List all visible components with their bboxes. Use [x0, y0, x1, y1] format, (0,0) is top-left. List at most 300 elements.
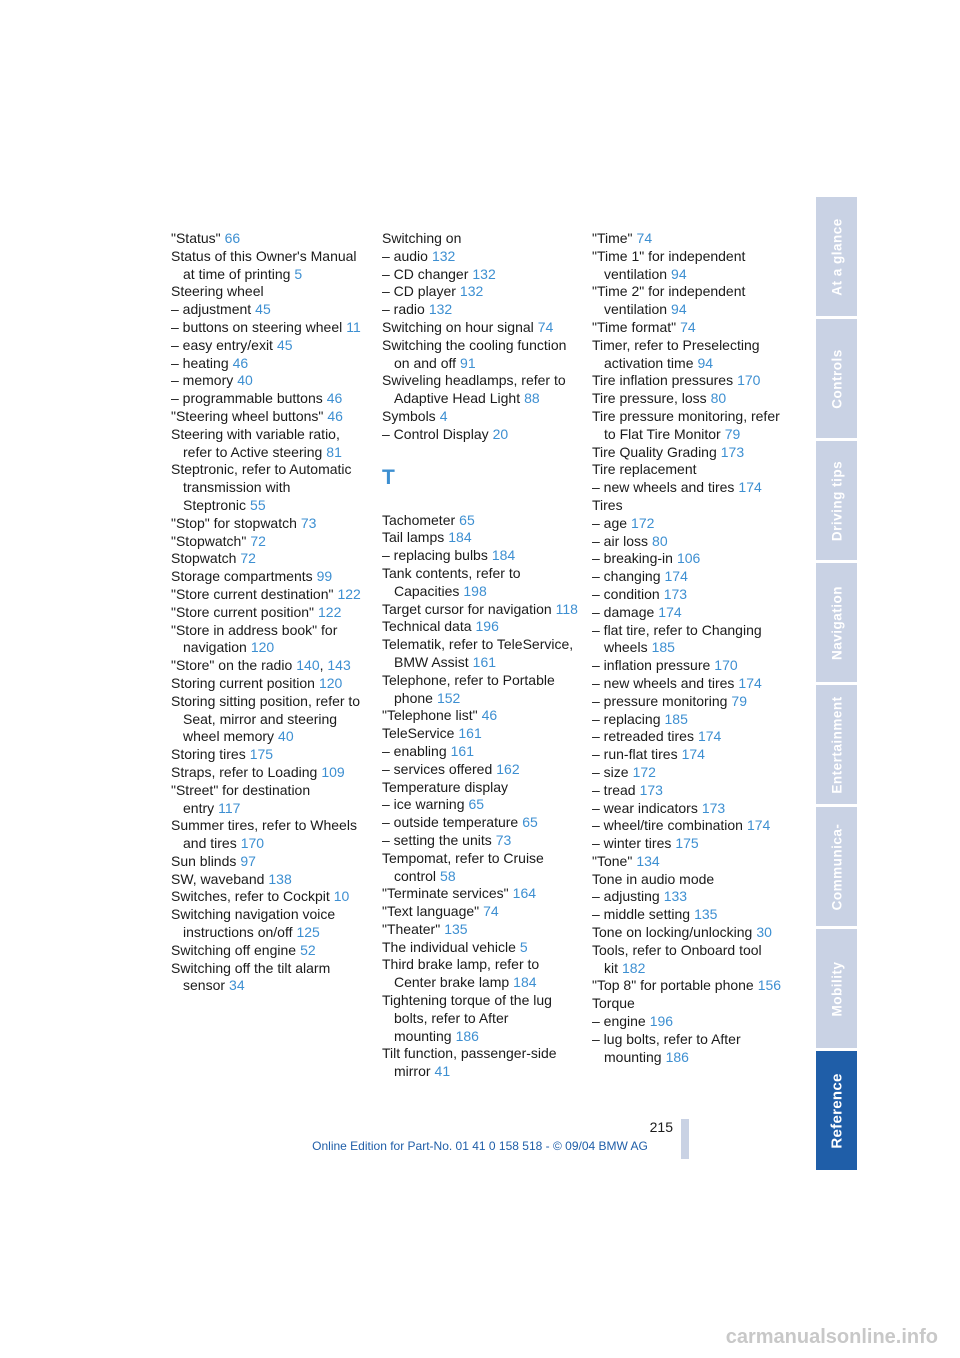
index-entry — [171, 301, 367, 319]
page-link[interactable]: 20 — [492, 425, 509, 442]
index-entry — [592, 800, 788, 818]
page-link[interactable]: 184 — [448, 529, 472, 546]
page-link[interactable]: 184 — [491, 547, 516, 564]
index-entry — [592, 337, 788, 373]
index-entry-text: – CD player — [382, 283, 456, 300]
page-link[interactable]: 80 — [652, 532, 668, 549]
index-entry — [382, 743, 578, 761]
index-entry-text: – lug bolts, refer to After mounting — [592, 1030, 741, 1065]
index-entry-text: "Time" — [592, 230, 633, 246]
page-link[interactable]: 118 — [555, 600, 578, 617]
page-link[interactable]: 132 — [472, 265, 496, 282]
index-entry — [171, 853, 367, 871]
index-entry — [592, 995, 788, 1013]
page-link[interactable]: 122 — [337, 585, 361, 602]
index-entry-text: Sun blinds — [171, 852, 237, 869]
page-link[interactable]: 45 — [276, 336, 293, 353]
index-entry — [592, 497, 788, 515]
index-entry — [382, 903, 578, 921]
index-entry-text: – breaking-in — [592, 550, 673, 567]
index-entry — [171, 533, 367, 551]
index-entry-text: – retreaded tires — [592, 728, 694, 745]
index-entry — [382, 992, 578, 1045]
page-link[interactable]: 46 — [481, 707, 498, 724]
index-entry — [382, 248, 578, 266]
page-link[interactable]: 94 — [671, 265, 687, 282]
page-link[interactable]: 79 — [724, 425, 741, 442]
index-entry-text: – adjusting — [592, 888, 660, 905]
page-link[interactable]: 174 — [738, 479, 762, 496]
index-entry-text: Tools, refer to Onboard tool kit — [592, 941, 762, 976]
tab-driving-tips[interactable] — [816, 441, 857, 560]
index-entry — [171, 319, 367, 337]
index-group-t — [382, 512, 578, 1082]
page-link[interactable]: 174 — [658, 603, 682, 620]
index-entry — [171, 817, 367, 853]
index-entry-text: Summer tires, refer to Wheels and tires — [171, 817, 357, 852]
index-entry-text: Steptronic, refer to Automatic transmission with Steptronic — [171, 461, 352, 513]
index-entry — [382, 408, 578, 426]
index-entry — [592, 853, 788, 871]
index-column-3 — [592, 230, 788, 1066]
page-link[interactable]: 66 — [224, 230, 241, 246]
index-entry-text: "Top 8" for portable phone — [592, 977, 754, 994]
index-entry — [592, 461, 788, 479]
index-entry — [592, 711, 788, 729]
page-link[interactable]: 74 — [483, 903, 499, 920]
page-link[interactable]: 65 — [468, 796, 485, 813]
index-entry-text: "Time 1" for independent ventilation — [592, 247, 746, 282]
index-entry — [382, 779, 578, 797]
page-link[interactable]: 65 — [459, 511, 475, 528]
page-link[interactable]: 196 — [649, 1013, 674, 1030]
index-entry — [592, 835, 788, 853]
index-entry-text: "Terminate services" — [382, 885, 509, 902]
page-link[interactable]: 120 — [318, 674, 343, 691]
index-group-s — [382, 230, 578, 444]
index-entry — [592, 444, 788, 462]
index-entry-text: – tread — [592, 781, 636, 798]
page-link[interactable]: 72 — [240, 550, 256, 567]
index-entry-text: The individual vehicle — [382, 938, 516, 955]
page-link[interactable]: 40 — [278, 728, 294, 745]
index-entry-text: Tire pressure, loss — [592, 390, 707, 407]
page-link[interactable]: 164 — [512, 885, 537, 902]
footer-edition: Online Edition for Part-No. 01 41 0 158 518 - © 09/04 BMW AG — [312, 1139, 648, 1153]
page-link[interactable]: 58 — [440, 867, 456, 884]
index-entry — [592, 248, 788, 284]
index-entry-text: Symbols — [382, 407, 436, 424]
index-entry — [592, 977, 788, 995]
index-entry: "Store" on the radio 140, 143 — [171, 657, 351, 674]
index-entry — [592, 479, 788, 497]
page-link[interactable]: 138 — [268, 870, 292, 887]
page-link[interactable]: 182 — [622, 959, 646, 976]
index-entry-text: – replacing — [592, 710, 661, 727]
index-entry-text: Technical data — [382, 618, 472, 635]
page-link[interactable]: 73 — [495, 831, 512, 848]
index-entry — [592, 1013, 788, 1031]
index-entry — [171, 871, 367, 889]
index-entry-text: – engine — [592, 1013, 646, 1030]
page-link[interactable]: 198 — [463, 582, 487, 599]
index-entry-text: SW, waveband — [171, 870, 265, 887]
index-entry-text: Switching off the tilt alarm sensor — [171, 959, 331, 994]
tab-at-a-glance[interactable] — [816, 197, 857, 316]
tab-communica[interactable] — [816, 807, 857, 926]
index-entry — [171, 675, 367, 693]
index-entry — [382, 921, 578, 939]
index-entry — [382, 266, 578, 284]
index-entry — [171, 693, 367, 746]
index-entry — [592, 568, 788, 586]
index-entry-text: Stopwatch — [171, 550, 237, 567]
page-link[interactable]: 132 — [459, 283, 484, 300]
page-link[interactable]: 185 — [664, 710, 688, 727]
page-link[interactable]: 186 — [455, 1027, 479, 1044]
tab-label: Controls — [829, 348, 844, 409]
tab-entertainment[interactable] — [816, 685, 857, 804]
page-link[interactable]: 46 — [327, 407, 343, 424]
index-entry-text: Switching on hour signal — [382, 318, 534, 335]
index-entry — [592, 390, 788, 408]
page-link[interactable]: 135 — [444, 920, 468, 937]
page-link[interactable]: 134 — [636, 852, 660, 869]
index-entry-text: Switching on — [382, 230, 462, 246]
page-link[interactable]: 72 — [250, 532, 266, 549]
page-link[interactable]: 175 — [249, 746, 274, 763]
index-entry-text: Storage compartments — [171, 568, 313, 585]
page-link[interactable]: 156 — [757, 977, 782, 994]
index-entry — [382, 230, 578, 248]
index-entry — [382, 529, 578, 547]
index-entry — [592, 408, 788, 444]
index-entry — [592, 728, 788, 746]
index-entry-text: – radio — [382, 301, 425, 318]
section-tabs — [816, 197, 857, 1173]
page-link[interactable]: 34 — [229, 977, 245, 994]
page-link[interactable]: 173 — [663, 585, 688, 602]
index-entry — [171, 426, 367, 462]
index-entry — [592, 515, 788, 533]
page-link[interactable]: 91 — [460, 354, 476, 371]
index-entry-text: – heating — [171, 354, 229, 371]
index-entry-text: – run-flat tires — [592, 746, 678, 763]
index-entry — [592, 782, 788, 800]
index-entry-text: Storing sitting position, refer to Seat, mirror and steering wheel memory — [171, 692, 361, 745]
index-entry-text: Torque — [592, 995, 635, 1012]
page-link[interactable]: 79 — [731, 692, 747, 709]
index-entry — [382, 832, 578, 850]
index-entry — [171, 568, 367, 586]
index-entry-text: – buttons on steering wheel — [171, 318, 343, 335]
index-entry — [592, 319, 788, 337]
page-link[interactable]: 132 — [431, 247, 456, 264]
page-link[interactable]: 106 — [676, 550, 701, 567]
index-entry — [382, 707, 578, 725]
index-entry-text: – memory — [171, 372, 234, 389]
tab-label: At a glance — [829, 217, 844, 296]
index-entry — [171, 746, 367, 764]
index-entry — [592, 372, 788, 390]
index-entry-text: Straps, refer to Loading — [171, 763, 318, 780]
index-entry-text: – new wheels and tires — [592, 479, 735, 496]
index-entry-text: – setting the units — [382, 831, 492, 848]
page-link[interactable]: 74 — [680, 318, 696, 335]
index-entry — [592, 1031, 788, 1067]
page-link[interactable]: 125 — [296, 924, 320, 941]
index-entry — [171, 372, 367, 390]
index-entry — [592, 622, 788, 658]
index-entry — [382, 301, 578, 319]
page-link[interactable]: 172 — [631, 514, 655, 531]
index-letter-heading: T — [382, 465, 395, 489]
page-link[interactable]: 143 — [327, 657, 351, 674]
tab-label: Driving tips — [829, 460, 844, 541]
index-entry — [382, 814, 578, 832]
index-entry-text: "Store" on the radio — [171, 657, 293, 674]
page-link[interactable]: 184 — [513, 974, 537, 991]
index-entry-text: – winter tires — [592, 835, 672, 852]
page-link[interactable]: 30 — [756, 924, 772, 941]
page-link[interactable]: 97 — [240, 852, 256, 869]
tab-label: Mobility — [829, 961, 844, 1016]
index-entry-text: – CD changer — [382, 265, 469, 282]
index-entry-text: Switching off engine — [171, 941, 297, 958]
index-entry-text: Tire replacement — [592, 461, 697, 478]
page-link[interactable]: 161 — [458, 725, 482, 742]
page-number: 215 — [649, 1119, 673, 1135]
page-link[interactable]: 40 — [237, 372, 253, 389]
page-link[interactable]: 45 — [255, 301, 271, 318]
index-entry-text: Tires — [592, 496, 623, 513]
index-entry-text: – inflation pressure — [592, 657, 711, 674]
index-entry-text: Tank contents, refer to Capacities — [382, 564, 521, 599]
page-link[interactable]: 173 — [701, 799, 726, 816]
page-link[interactable]: 132 — [428, 301, 453, 318]
index-entry — [171, 355, 367, 373]
index-entry — [382, 512, 578, 530]
index-entry-text: "Stop" for stopwatch — [171, 514, 297, 531]
index-entry — [171, 942, 367, 960]
index-entry-text: – Control Display — [382, 425, 489, 442]
index-entry-text: – wear indicators — [592, 799, 698, 816]
index-entry-text: "Time 2" for independent ventilation — [592, 283, 746, 318]
page-link[interactable]: 52 — [300, 941, 316, 958]
index-column-2 — [382, 230, 578, 1081]
index-entry-text: Switching navigation voice instructions on/off — [171, 906, 336, 941]
index-entry — [171, 248, 367, 284]
index-entry-text: "Steering wheel buttons" — [171, 407, 324, 424]
page-link[interactable]: 173 — [720, 443, 745, 460]
page-link[interactable]: 174 — [746, 817, 771, 834]
page-link[interactable]: 117 — [218, 799, 241, 816]
page-link[interactable]: 174 — [697, 728, 722, 745]
index-entry — [171, 764, 367, 782]
index-entry-text: Tire pressure monitoring, refer to Flat Tire Monitor — [592, 407, 780, 442]
index-entry-text: Status of this Owner's Manual at time of printing — [171, 247, 357, 282]
page-link[interactable]: 152 — [436, 689, 461, 706]
index-entry-text: – enabling — [382, 742, 447, 759]
index-entry — [382, 939, 578, 957]
index-entry — [171, 230, 367, 248]
page-link[interactable]: 162 — [496, 760, 520, 777]
page-link[interactable]: 46 — [326, 390, 343, 407]
index-entry-text: – condition — [592, 585, 660, 602]
page-link[interactable]: 4 — [439, 407, 448, 424]
index-entry — [382, 618, 578, 636]
tab-label: Navigation — [829, 585, 844, 660]
page-link[interactable]: 5 — [519, 938, 528, 955]
page-link[interactable]: 196 — [475, 618, 499, 635]
page-link[interactable]: 10 — [333, 888, 350, 905]
index-entry — [592, 942, 788, 978]
index-entry-text: – damage — [592, 603, 655, 620]
index-entry-text: – services offered — [382, 760, 493, 777]
page-link[interactable]: 5 — [294, 265, 303, 282]
page-link[interactable]: 41 — [434, 1063, 451, 1080]
index-entry-text: Third brake lamp, refer to Center brake lamp — [382, 956, 540, 991]
index-entry-text: Switches, refer to Cockpit — [171, 888, 330, 905]
page-link[interactable]: 174 — [738, 674, 762, 691]
page-link[interactable]: 173 — [639, 781, 663, 798]
index-entry-text: – pressure monitoring — [592, 692, 728, 709]
index-entry-text: – outside temperature — [382, 814, 519, 831]
page-link[interactable]: 133 — [663, 888, 688, 905]
index-entry — [382, 337, 578, 373]
index-entry — [382, 850, 578, 886]
index-entry-text: "Theater" — [382, 920, 441, 937]
index-entry — [171, 622, 367, 658]
index-entry-text: "Text language" — [382, 903, 480, 920]
index-entry — [382, 796, 578, 814]
index-column-1 — [171, 230, 367, 995]
tab-navigation[interactable] — [816, 563, 857, 682]
index-entry-text: "Street" for destination entry — [171, 781, 311, 816]
page-link[interactable]: 109 — [321, 763, 345, 780]
index-entry — [592, 871, 788, 889]
index-entry — [592, 586, 788, 604]
index-entry-text: "Stopwatch" — [171, 532, 247, 549]
index-entry-text: Tilt function, passenger-side mirror — [382, 1045, 557, 1080]
index-entry — [171, 283, 367, 301]
index-entry — [171, 461, 367, 514]
index-entry-text: "Store current position" — [171, 603, 315, 620]
index-entry-text: Tire Quality Grading — [592, 443, 717, 460]
index-entry-text: – air loss — [592, 532, 649, 549]
page-link[interactable]: 170 — [737, 372, 761, 389]
index-entry — [382, 372, 578, 408]
index-entry — [171, 960, 367, 996]
index-entry — [171, 390, 367, 408]
index-entry — [592, 657, 788, 675]
index-entry-text: Steering with variable ratio, refer to Active steering — [171, 425, 340, 460]
index-entry — [382, 956, 578, 992]
index-entry-text: Tightening torque of the lug bolts, refer to After mounting — [382, 992, 552, 1044]
watermark: carmanualsonline.info — [725, 1326, 938, 1348]
index-entry-text: – wheel/tire combination — [592, 817, 743, 834]
page-link[interactable]: 94 — [671, 301, 687, 318]
index-entry-text: – changing — [592, 568, 661, 585]
tab-mobility[interactable] — [816, 929, 857, 1048]
page-link[interactable]: 88 — [524, 390, 540, 407]
index-entry-text: Telematik, refer to TeleService, BMW Assist — [382, 636, 574, 670]
index-entry — [592, 550, 788, 568]
page-link[interactable]: 135 — [694, 906, 718, 923]
index-entry-text: – adjustment — [171, 301, 252, 318]
page-link[interactable]: 170 — [714, 657, 738, 674]
index-entry-text: – replacing bulbs — [382, 547, 488, 564]
index-entry — [171, 906, 367, 942]
index-entry-text: – ice warning — [382, 796, 465, 813]
tab-label: Entertainment — [829, 695, 844, 794]
index-entry — [171, 604, 367, 622]
index-entry — [592, 230, 788, 248]
page-link[interactable]: 186 — [665, 1048, 689, 1065]
index-entry-text: – flat tire, refer to Changing wheels — [592, 621, 762, 656]
page-link[interactable]: 185 — [651, 639, 675, 656]
page-link[interactable]: 73 — [300, 514, 317, 531]
page-link[interactable]: 175 — [675, 835, 699, 852]
index-entry-text: "Store current destination" — [171, 585, 334, 602]
page-link[interactable]: 170 — [240, 835, 265, 852]
page-link[interactable]: 74 — [636, 230, 653, 246]
page-link[interactable]: 65 — [522, 814, 538, 831]
page-link[interactable]: 122 — [318, 603, 342, 620]
index-entry-text: Storing tires — [171, 746, 246, 763]
page-link[interactable]: 11 — [346, 318, 361, 335]
page-link[interactable]: 74 — [537, 318, 554, 335]
page-link[interactable]: 99 — [316, 568, 333, 585]
index-entry — [171, 515, 367, 533]
page-link[interactable]: 174 — [664, 568, 688, 585]
index-entry — [171, 888, 367, 906]
page-link[interactable]: 94 — [697, 354, 714, 371]
page-link[interactable]: 81 — [326, 443, 342, 460]
index-entry — [382, 319, 578, 337]
page-link[interactable]: 161 — [472, 653, 497, 670]
page-link[interactable]: 161 — [450, 742, 474, 759]
index-entry — [171, 337, 367, 355]
tab-controls[interactable] — [816, 319, 857, 438]
page-link[interactable]: 80 — [710, 390, 727, 407]
index-entry-text: Swiveling headlamps, refer to Adaptive Head Light — [382, 372, 566, 407]
index-entry — [592, 604, 788, 622]
page-link[interactable]: 140 — [296, 657, 320, 674]
index-entry-text: – middle setting — [592, 906, 691, 923]
index-entry-text: – audio — [382, 247, 428, 264]
index-entry — [592, 888, 788, 906]
index-entry — [592, 675, 788, 693]
index-entry-text: "Tone" — [592, 852, 633, 869]
index-entry-text: – size — [592, 763, 629, 780]
index-entry — [382, 672, 578, 708]
index-entry-text: Tail lamps — [382, 529, 445, 546]
page-link[interactable]: 46 — [232, 354, 249, 371]
page-link[interactable]: 55 — [250, 496, 266, 513]
index-entry — [592, 924, 788, 942]
index-entry — [382, 725, 578, 743]
index-entry — [592, 746, 788, 764]
index-entry — [382, 426, 578, 444]
page-link[interactable]: 172 — [632, 763, 656, 780]
page-link[interactable]: 174 — [681, 746, 705, 763]
page-link[interactable]: 120 — [250, 639, 275, 656]
index-entry — [171, 550, 367, 568]
index-entry-text: Temperature display — [382, 778, 509, 795]
index-entry-text: "Time format" — [592, 318, 677, 335]
index-entry-text: Switching the cooling function on and off — [382, 336, 567, 371]
